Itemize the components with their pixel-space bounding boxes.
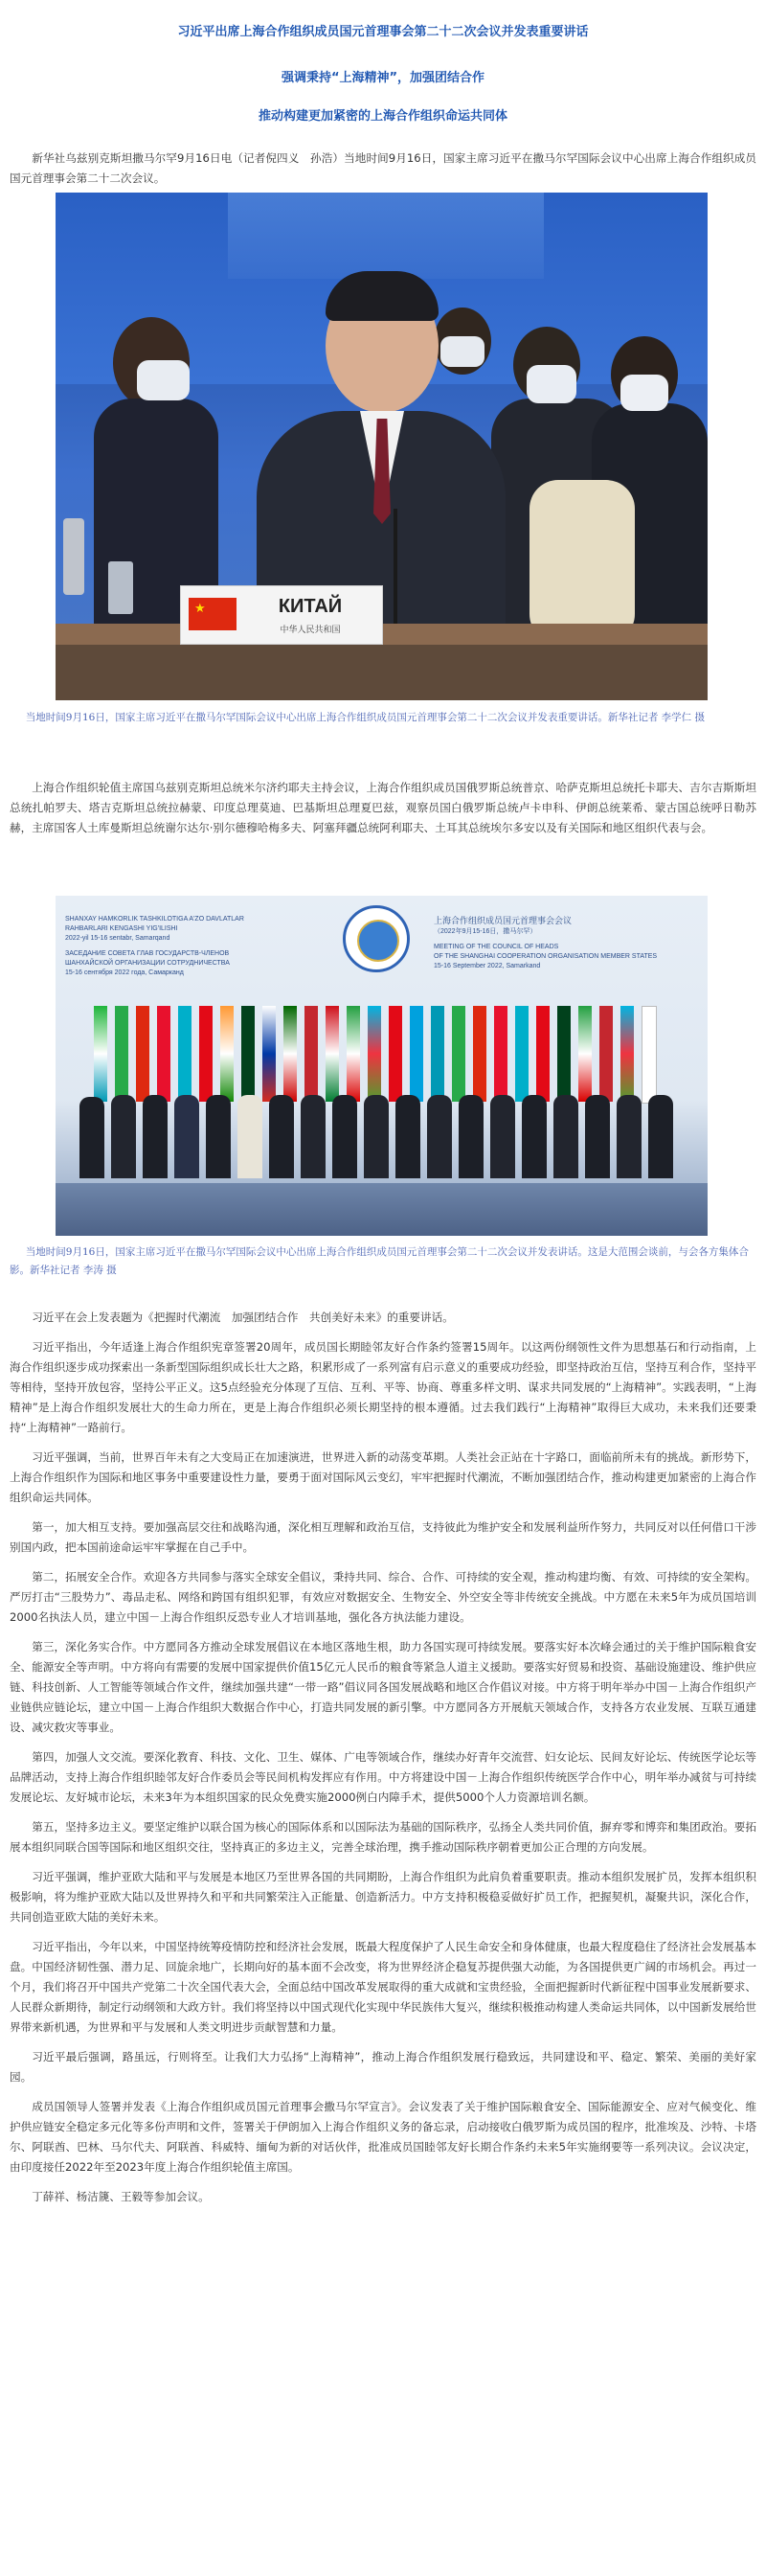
nameplate-label-ru: КИТАЙ <box>278 596 343 617</box>
body-paragraph: 第三，深化务实合作。中方愿同各方推动全球发展倡议在本地区落地生根，助力各国实现可持续发展。要落实好本次峰会通过的关于维护国际粮食安全、能源安全等声明。中方将向有需要的发展中国家提供价值15亿元人民币的粮食等紧急人道主义援助。要落实好贸易和投资、基础设施建设、维护供应链、科技创新、人工智能等领域合作文件，继续加强共建“一带一路”倡议同各国发展战略和地区合作倡议对接。中方将于明年举办中国－上海合作组织产业链供应链论坛，建立中国－上海合作组织大数据合作中心，打造共同发展的新引擎。中方愿同各方开展航天领域合作，支持各方农业发展、互联互通建设、减灾救灾等事业。 <box>10 1640 756 1734</box>
body-paragraph: 成员国领导人签署并发表《上海合作组织成员国元首理事会撒马尔罕宣言》。会议发表了关于维护国际粮食安全、国际能源安全、应对气候变化、维护供应链安全稳定多元化等多份声明和文件，签署关于伊朗加入上海合作组织义务的备忘录，启动接收白俄罗斯为成员国的程序，批准埃及、沙特、卡塔尔、阿联酋、巴林、马尔代夫、阿联酋、科威特、缅甸为新的对话伙伴，批准成员国睦邻友好长期合作条约未来5年实施纲要等一系列决议。会议决定，由印度接任2022年至2023年度上海合作组织轮值主席国。 <box>10 2100 756 2174</box>
body-paragraph: 习近平在会上发表题为《把握时代潮流 加强团结合作 共创美好未来》的重要讲话。 <box>32 1311 454 1324</box>
lead-paragraph: 新华社乌兹别克斯坦撒马尔罕9月16日电（记者倪四义 孙浩）当地时间9月16日，国家主席习近平在撒马尔罕国际会议中心出席上海合作组织成员国元首理事会第二十二次会议。 <box>10 151 756 185</box>
article-subtitle-1: 强调秉持“上海精神”，加强团结合作 <box>281 71 485 85</box>
nameplate-label-cn: 中华人民共和国 <box>280 626 341 635</box>
body-paragraph: 习近平强调，当前，世界百年未有之大变局正在加速演进，世界进入新的动荡变革期。人类社会正站在十字路口，面临前所未有的挑战。新形势下，上海合作组织作为国际和地区事务中重要建设性力量，要勇于面对国际风云变幻，牢牢把握时代潮流，不断加强团结合作，推动构建更加紧密的上海合作组织命运共同体。 <box>10 1450 756 1504</box>
body-paragraph: 丁薛祥、杨洁篪、王毅等参加会议。 <box>32 2190 210 2203</box>
photo-group-photo <box>56 896 708 1236</box>
article-body <box>10 1308 756 2217</box>
photo1-caption: 当地时间9月16日，国家主席习近平在撒马尔罕国际会议中心出席上海合作组织成员国元首理事会第二十二次会议并发表重要讲话。新华社记者 李学仁 摄 <box>25 712 706 723</box>
china-flag-icon: ★ <box>189 598 237 630</box>
body-paragraph: 第一，加大相互支持。要加强高层交往和战略沟通，深化相互理解和政治互信，支持彼此为维护安全和发展利益所作努力，共同反对以任何借口干涉别国内政，把本国前途命运牢牢掌握在自己手中。 <box>10 1520 756 1554</box>
attendees-paragraph: 上海合作组织轮值主席国乌兹别克斯坦总统米尔济约耶夫主持会议，上海合作组织成员国俄罗斯总统普京、哈萨克斯坦总统托卡耶夫、吉尔吉斯斯坦总统扎帕罗夫、塔吉克斯坦总统拉赫蒙、印度总理莫迪、巴基斯坦总理夏巴兹，观察员国白俄罗斯总统卢卡申科、伊朗总统莱希、蒙古国总统呼日勒苏赫，主席国客人土库曼斯坦总统谢尔达尔·别尔德穆哈梅多夫、阿塞拜疆总统阿利耶夫、土耳其总统埃尔多安以及有关国际和地区组织代表与会。 <box>10 781 756 834</box>
sco-logo-icon <box>343 905 410 972</box>
banner-right: 上海合作组织成员国元首理事会会议 （2022年9月15-16日，撒马尔罕） MEETING OF THE COUNCIL OF HEADS OF THE SHANGHAI COOPERATION ORGANISATION MEMBER STATES 15-16 September 2022, Samarkand <box>434 916 658 969</box>
body-paragraph: 习近平指出，今年以来，中国坚持统筹疫情防控和经济社会发展，既最大程度保护了人民生命安全和身体健康，也最大程度稳住了经济社会发展基本盘。中国经济韧性强、潜力足、回旋余地广，长期向好的基本面不会改变，将为世界经济企稳复苏提供强大动能，为各国提供更广阔的市场机会。再过一个月，我们将召开中国共产党第二十次全国代表大会，全面总结中国改革发展取得的重大成就和宝贵经验，全面把握新时代新征程中国事业发展新要求、人民群众新期待，制定行动纲领和大政方针。我们将坚持以中国式现代化实现中华民族伟大复兴，继续积极推动构建人类命运共同体，以中国新发展给世界带来新机遇，为世界和平与发展和人类文明进步贡献智慧和力量。 <box>10 1940 756 2034</box>
article-title: 习近平出席上海合作组织成员国元首理事会第二十二次会议并发表重要讲话 <box>177 25 589 39</box>
banner-left: SHANXAY HAMKORLIK TASHKILOTIGA A'ZO DAVLATLAR RAHBARLARI KENGASHI YIG'ILISHI 2022-yil 15-16 sentabr, Samarqand ЗАСЕДАНИЕ СОВЕТА ГЛАВ ГОСУДАРСТВ-ЧЛЕНОВ ШАНХАЙСКОЙ ОРГАНИЗАЦИИ СОТРУДНИЧЕСТВА 15-16 сентября 2022 года, Самарканд <box>65 916 244 976</box>
body-paragraph: 第四，加强人文交流。要深化教育、科技、文化、卫生、媒体、广电等领域合作，继续办好青年交流营、妇女论坛、民间友好论坛、传统医学论坛等品牌活动，支持上海合作组织睦邻友好合作委员会等民间机构发挥应有作用。中方将建设中国－上海合作组织传统医学合作中心，明年举办减贫与可持续发展论坛、友好城市论坛，未来3年为本组织国家的民众免费实施2000例白内障手术，提供5000个人力资源培训名额。 <box>10 1750 756 1804</box>
body-paragraph: 第五，坚持多边主义。要坚定维护以联合国为核心的国际体系和以国际法为基础的国际秩序，弘扬全人类共同价值，摒弃零和博弈和集团政治。要拓展本组织同联合国等国际和地区组织交往，坚持真正的多边主义，完善全球治理，携手推动国际秩序朝着更加公正合理的方向发展。 <box>10 1820 756 1854</box>
body-paragraph: 第二，拓展安全合作。欢迎各方共同参与落实全球安全倡议，秉持共同、综合、合作、可持续的安全观，推动构建均衡、有效、可持续的安全架构。严厉打击“三股势力”、毒品走私、网络和跨国有组织犯罪，有效应对数据安全、生物安全、外空安全等非传统安全挑战。中方愿在未来5年为成员国培训2000名执法人员，建立中国－上海合作组织反恐专业人才培训基地，强化各方执法能力建设。 <box>10 1570 756 1624</box>
leaders-row <box>56 1087 708 1183</box>
body-paragraph: 习近平最后强调，路虽远，行则将至。让我们大力弘扬“上海精神”，推动上海合作组织发展行稳致远，共同建设和平、稳定、繁荣、美丽的美好家园。 <box>10 2050 756 2084</box>
photo-xi-speech <box>56 193 708 700</box>
body-paragraph: 习近平强调，维护亚欧大陆和平与发展是本地区乃至世界各国的共同期盼，上海合作组织为此肩负着重要职责。推动本组织发展扩员，发挥本组织积极影响，将为维护亚欧大陆以及世界持久和平和共同繁荣注入正能量、创造新活力。中方支持积极稳妥做好扩员工作，把握契机，凝聚共识，深化合作，共同创造亚欧大陆的美好未来。 <box>10 1870 756 1924</box>
article-subtitle-2: 推动构建更加紧密的上海合作组织命运共同体 <box>258 109 507 124</box>
nameplate <box>180 585 383 645</box>
photo2-caption: 当地时间9月16日，国家主席习近平在撒马尔罕国际会议中心出席上海合作组织成员国元首理事会第二十二次会议并发表讲话。这是大范围会谈前，与会各方集体合影。新华社记者 李涛 摄 <box>10 1246 749 1276</box>
body-paragraph: 习近平指出，今年适逢上海合作组织宪章签署20周年，成员国长期睦邻友好合作条约签署15周年。以这两份纲领性文件为思想基石和行动指南，上海合作组织逐步成功探索出一条新型国际组织成长壮大之路，积累形成了一系列富有启示意义的重要成功经验，即坚持政治互信，坚持互利合作，坚持平等相待，坚持开放包容，坚持公平正义。这5点经验充分体现了互信、互利、平等、协商、尊重多样文明、谋求共同发展的“上海精神”。实践表明，“上海精神”是上海合作组织发展壮大的生命力所在，更是上海合作组织必须长期坚持的根本遵循。过去我们践行“上海精神”取得巨大成功，未来我们还要秉持“上海精神”一路前行。 <box>10 1340 756 1434</box>
